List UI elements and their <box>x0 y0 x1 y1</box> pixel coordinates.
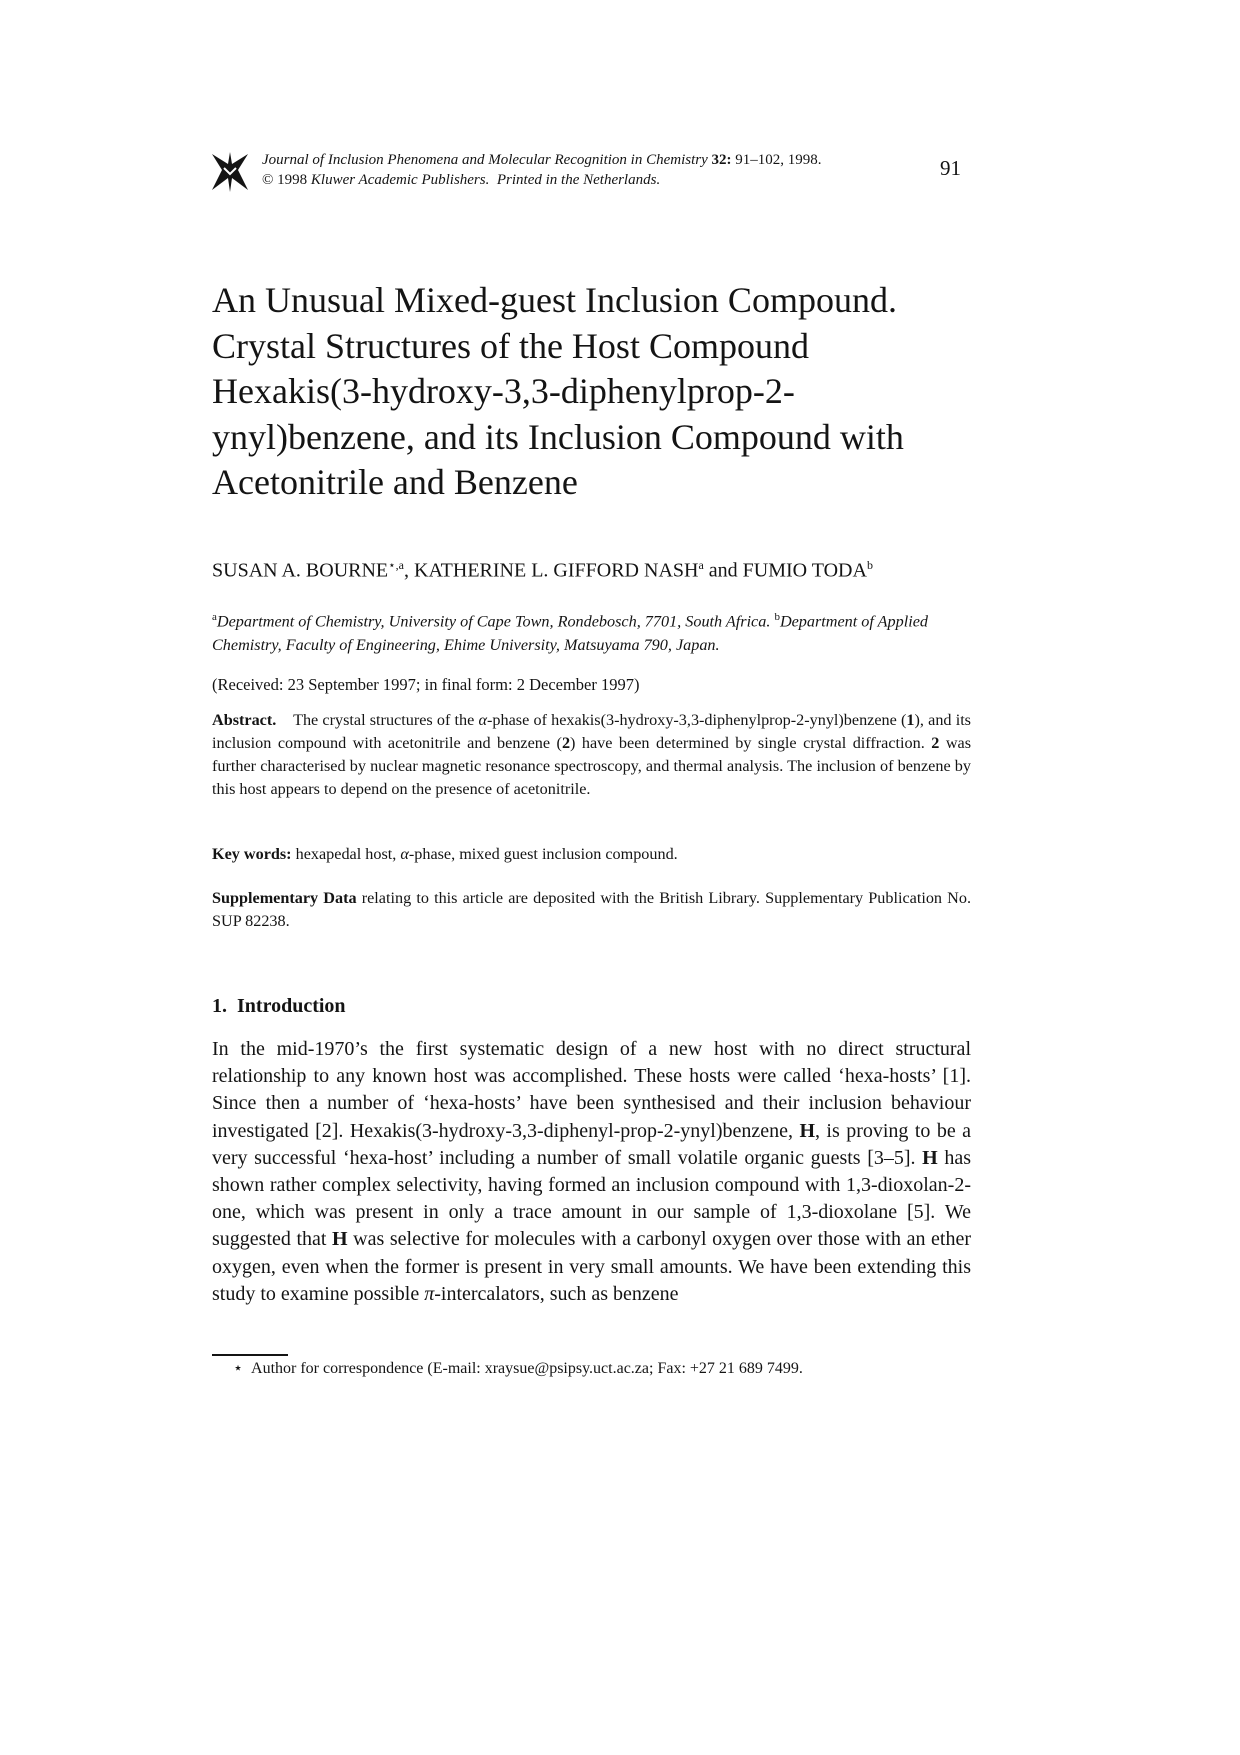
affil-text: Department of Applied Chemistry, Faculty of Engineering, Ehime University, Matsuyama 790, Japan. <box>212 612 929 655</box>
supplementary-text: relating to this article are deposited with the British Library. Supplementary Publication No. SUP 82238. <box>212 889 971 930</box>
host-symbol: H <box>922 1146 938 1169</box>
journal-header <box>262 150 822 190</box>
affil-mark: b <box>774 611 780 623</box>
abstract <box>212 709 971 801</box>
journal-line-1 <box>262 150 822 170</box>
abstract-text: ) have been determined by single crystal diffraction. <box>570 734 932 752</box>
compound-number: 2 <box>561 734 571 752</box>
journal-line-2 <box>262 170 822 190</box>
alpha-symbol: α <box>478 711 488 729</box>
title-line: An Unusual Mixed-guest Inclusion Compound. <box>212 280 897 320</box>
journal-name: Journal of Inclusion Phenomena and Molecular Recognition in Chemistry <box>262 152 708 168</box>
supplementary-label: Supplementary Data <box>212 889 357 907</box>
body-text: In the mid-1970’s the first systematic design of a new host with no direct structural relationship to any known host was accomplished. These hosts were called ‘hexa-hosts’ [1]. Since then a number of ‘hexa-hosts’ have been synthesised and their inclusion behaviour investigated [2]. Hexakis(3-hydroxy-3,3-diphenyl-prop-2-ynyl)benzene, <box>212 1038 971 1142</box>
keywords-text: hexapedal host, <box>291 845 401 863</box>
journal-volume: 32: <box>711 152 732 168</box>
title-line: ynyl)benzene, and its Inclusion Compound with <box>212 416 904 457</box>
footnote-divider <box>212 1354 288 1356</box>
supplementary-data <box>212 887 971 933</box>
printed-note: Printed in the Netherlands. <box>496 172 661 188</box>
pi-symbol: π <box>424 1282 435 1305</box>
title-line: Crystal Structures of the Host Compound <box>212 325 809 366</box>
abstract-label: Abstract. <box>212 711 277 729</box>
author-separator: , <box>404 559 414 582</box>
body-text: , is proving to be a very successful ‘hexa-host’ including a number of small volatile organic guests [3–5]. <box>212 1119 971 1169</box>
abstract-text: -phase of hexakis(3-hydroxy-3,3-diphenylprop-2-ynyl)benzene ( <box>487 711 907 729</box>
abstract-text: The crystal structures of the <box>293 711 479 729</box>
author-name: and FUMIO TODA <box>703 559 867 582</box>
author-list <box>212 552 972 584</box>
abstract-text: ), and its inclusion compound with acetonitrile and benzene ( <box>212 711 971 752</box>
keywords-text: -phase, mixed guest inclusion compound. <box>408 845 678 863</box>
author-affil-mark: ⋆,a <box>388 558 404 572</box>
publisher-name: Kluwer Academic Publishers. <box>310 172 490 188</box>
title-line: Acetonitrile and Benzene <box>212 462 578 502</box>
footnote-mark: ⋆ <box>233 1360 244 1377</box>
body-text: -intercalators, such as benzene <box>434 1282 679 1305</box>
affil-text: Department of Chemistry, University of Cape Town, Rondebosch, 7701, South Africa. <box>216 612 771 631</box>
alpha-symbol: α <box>400 845 409 863</box>
host-symbol: H <box>799 1119 815 1142</box>
keywords-label: Key words: <box>212 845 292 863</box>
author-name: SUSAN A. BOURNE <box>212 559 389 582</box>
author-affil-mark: b <box>866 558 873 572</box>
abstract-text: was further characterised by nuclear magnetic resonance spectroscopy, and thermal analysis. The inclusion of benzene by this host appears to depend on the presence of acetonitrile. <box>212 734 971 798</box>
body-text: was selective for molecules with a carbonyl oxygen over those with an ether oxygen, even when the former is present in very small amounts. We have been extending this study to examine possible <box>212 1228 971 1305</box>
journal-pages: 91–102, 1998. <box>735 152 822 168</box>
footnote-text: Author for correspondence (E-mail: xraysue@psipsy.uct.ac.za; Fax: +27 21 689 7499. <box>251 1360 803 1377</box>
host-symbol: H <box>332 1228 348 1251</box>
compound-number: 2 <box>931 734 940 752</box>
copyright-year: © 1998 <box>262 172 308 188</box>
section-heading: 1. Introduction <box>212 995 346 1017</box>
affiliations <box>212 605 972 657</box>
title-line: Hexakis(3-hydroxy-3,3-diphenylprop-2- <box>212 371 795 411</box>
publisher-logo <box>210 150 250 194</box>
author-affil-mark: a <box>698 558 704 572</box>
footnote <box>233 1358 973 1380</box>
body-text: has shown rather complex selectivity, having formed an inclusion compound with 1,3-dioxolan-2-one, which was present in only a trace amount in our sample of 1,3-dioxolane [5]. We suggested that <box>212 1146 971 1251</box>
compound-number: 1 <box>906 711 915 729</box>
article-title <box>212 278 972 506</box>
page-number: 91 <box>940 156 961 180</box>
author-name: KATHERINE L. GIFFORD NASH <box>414 559 699 582</box>
affil-mark: a <box>212 611 217 623</box>
received-dates: (Received: 23 September 1997; in final form: 2 December 1997) <box>212 675 640 694</box>
keywords <box>212 843 971 866</box>
introduction-paragraph <box>212 1036 971 1308</box>
